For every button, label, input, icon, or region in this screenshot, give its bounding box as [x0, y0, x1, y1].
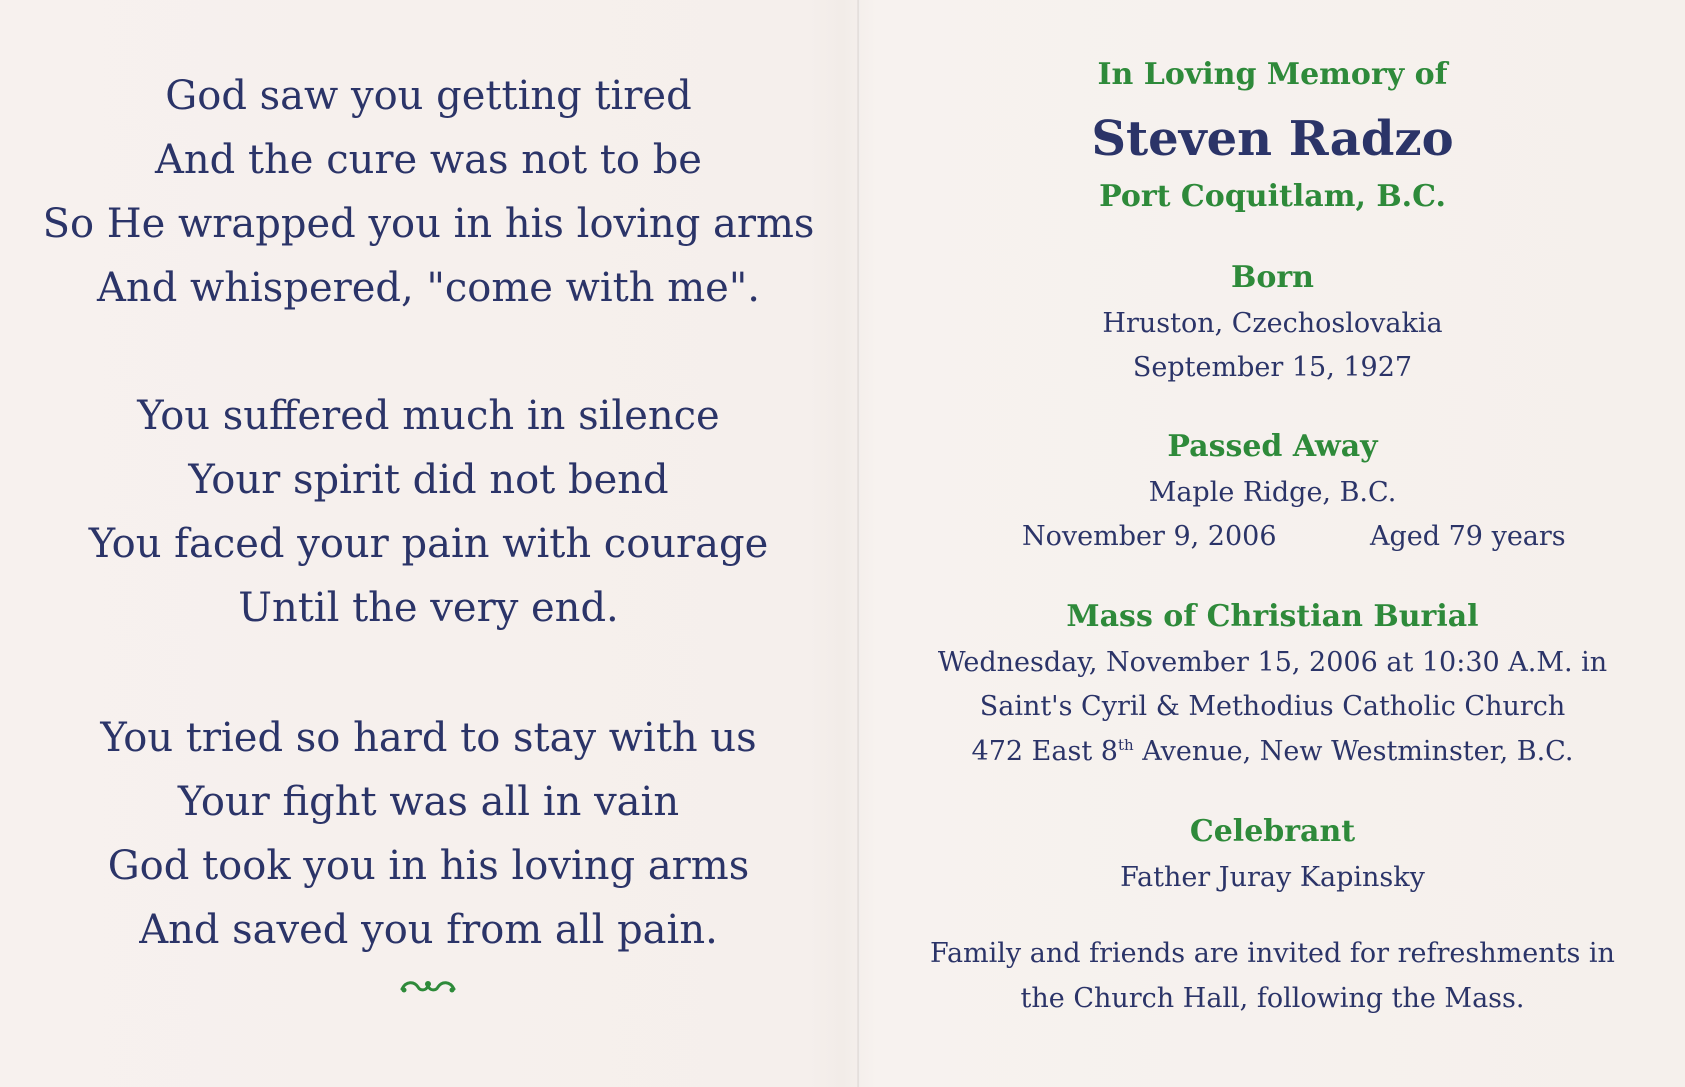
poem-line: So He wrapped you in his loving arms — [42, 201, 815, 247]
mass-address — [860, 738, 1685, 765]
born-date: September 15, 1927 — [1132, 352, 1413, 383]
scroll-ornament-icon — [398, 975, 458, 997]
address-rest: Avenue, New Westminster, B.C. — [1133, 736, 1574, 767]
poem-line: And the cure was not to be — [155, 137, 702, 183]
born-place: Hruston, Czechoslovakia — [1102, 308, 1443, 339]
poem-line: And whispered, "come with me". — [97, 265, 760, 311]
poem-line: You suffered much in silence — [137, 393, 720, 439]
poem-line: And saved you from all pain. — [139, 907, 718, 953]
address-ordinal: th — [1117, 736, 1134, 754]
mass-when: Wednesday, November 15, 2006 at 10:30 A.M. in — [937, 647, 1608, 678]
invitation-line: Family and friends are invited for refreshments in — [930, 938, 1615, 969]
passed-date: November 9, 2006 — [1022, 521, 1277, 552]
celebrant-name: Father Juray Kapinsky — [1120, 862, 1425, 893]
invitation-line: the Church Hall, following the Mass. — [1020, 983, 1525, 1014]
poem-line: God took you in his loving arms — [107, 843, 750, 889]
memorial-panel — [860, 0, 1685, 1087]
mass-heading: Mass of Christian Burial — [1066, 599, 1479, 634]
passed-heading: Passed Away — [1167, 429, 1378, 464]
poem-line: Your spirit did not bend — [188, 457, 669, 503]
born-heading: Born — [1231, 260, 1314, 295]
mass-church: Saint's Cyril & Methodius Catholic Church — [979, 691, 1566, 722]
passed-place: Maple Ridge, B.C. — [1148, 477, 1397, 508]
poem-line: Until the very end. — [238, 585, 619, 631]
poem-line: You faced your pain with courage — [88, 521, 769, 567]
celebrant-heading: Celebrant — [1189, 814, 1356, 849]
poem-line: Your fight was all in vain — [177, 779, 680, 825]
deceased-name: Steven Radzo — [1091, 111, 1454, 167]
address-number: 472 East 8 — [971, 736, 1118, 767]
poem-line: God saw you getting tired — [165, 73, 692, 119]
memorial-intro: In Loving Memory of — [1097, 57, 1448, 92]
passed-age: Aged 79 years — [1370, 521, 1566, 552]
residence: Port Coquitlam, B.C. — [1099, 179, 1446, 214]
poem-line: You tried so hard to stay with us — [100, 715, 757, 761]
